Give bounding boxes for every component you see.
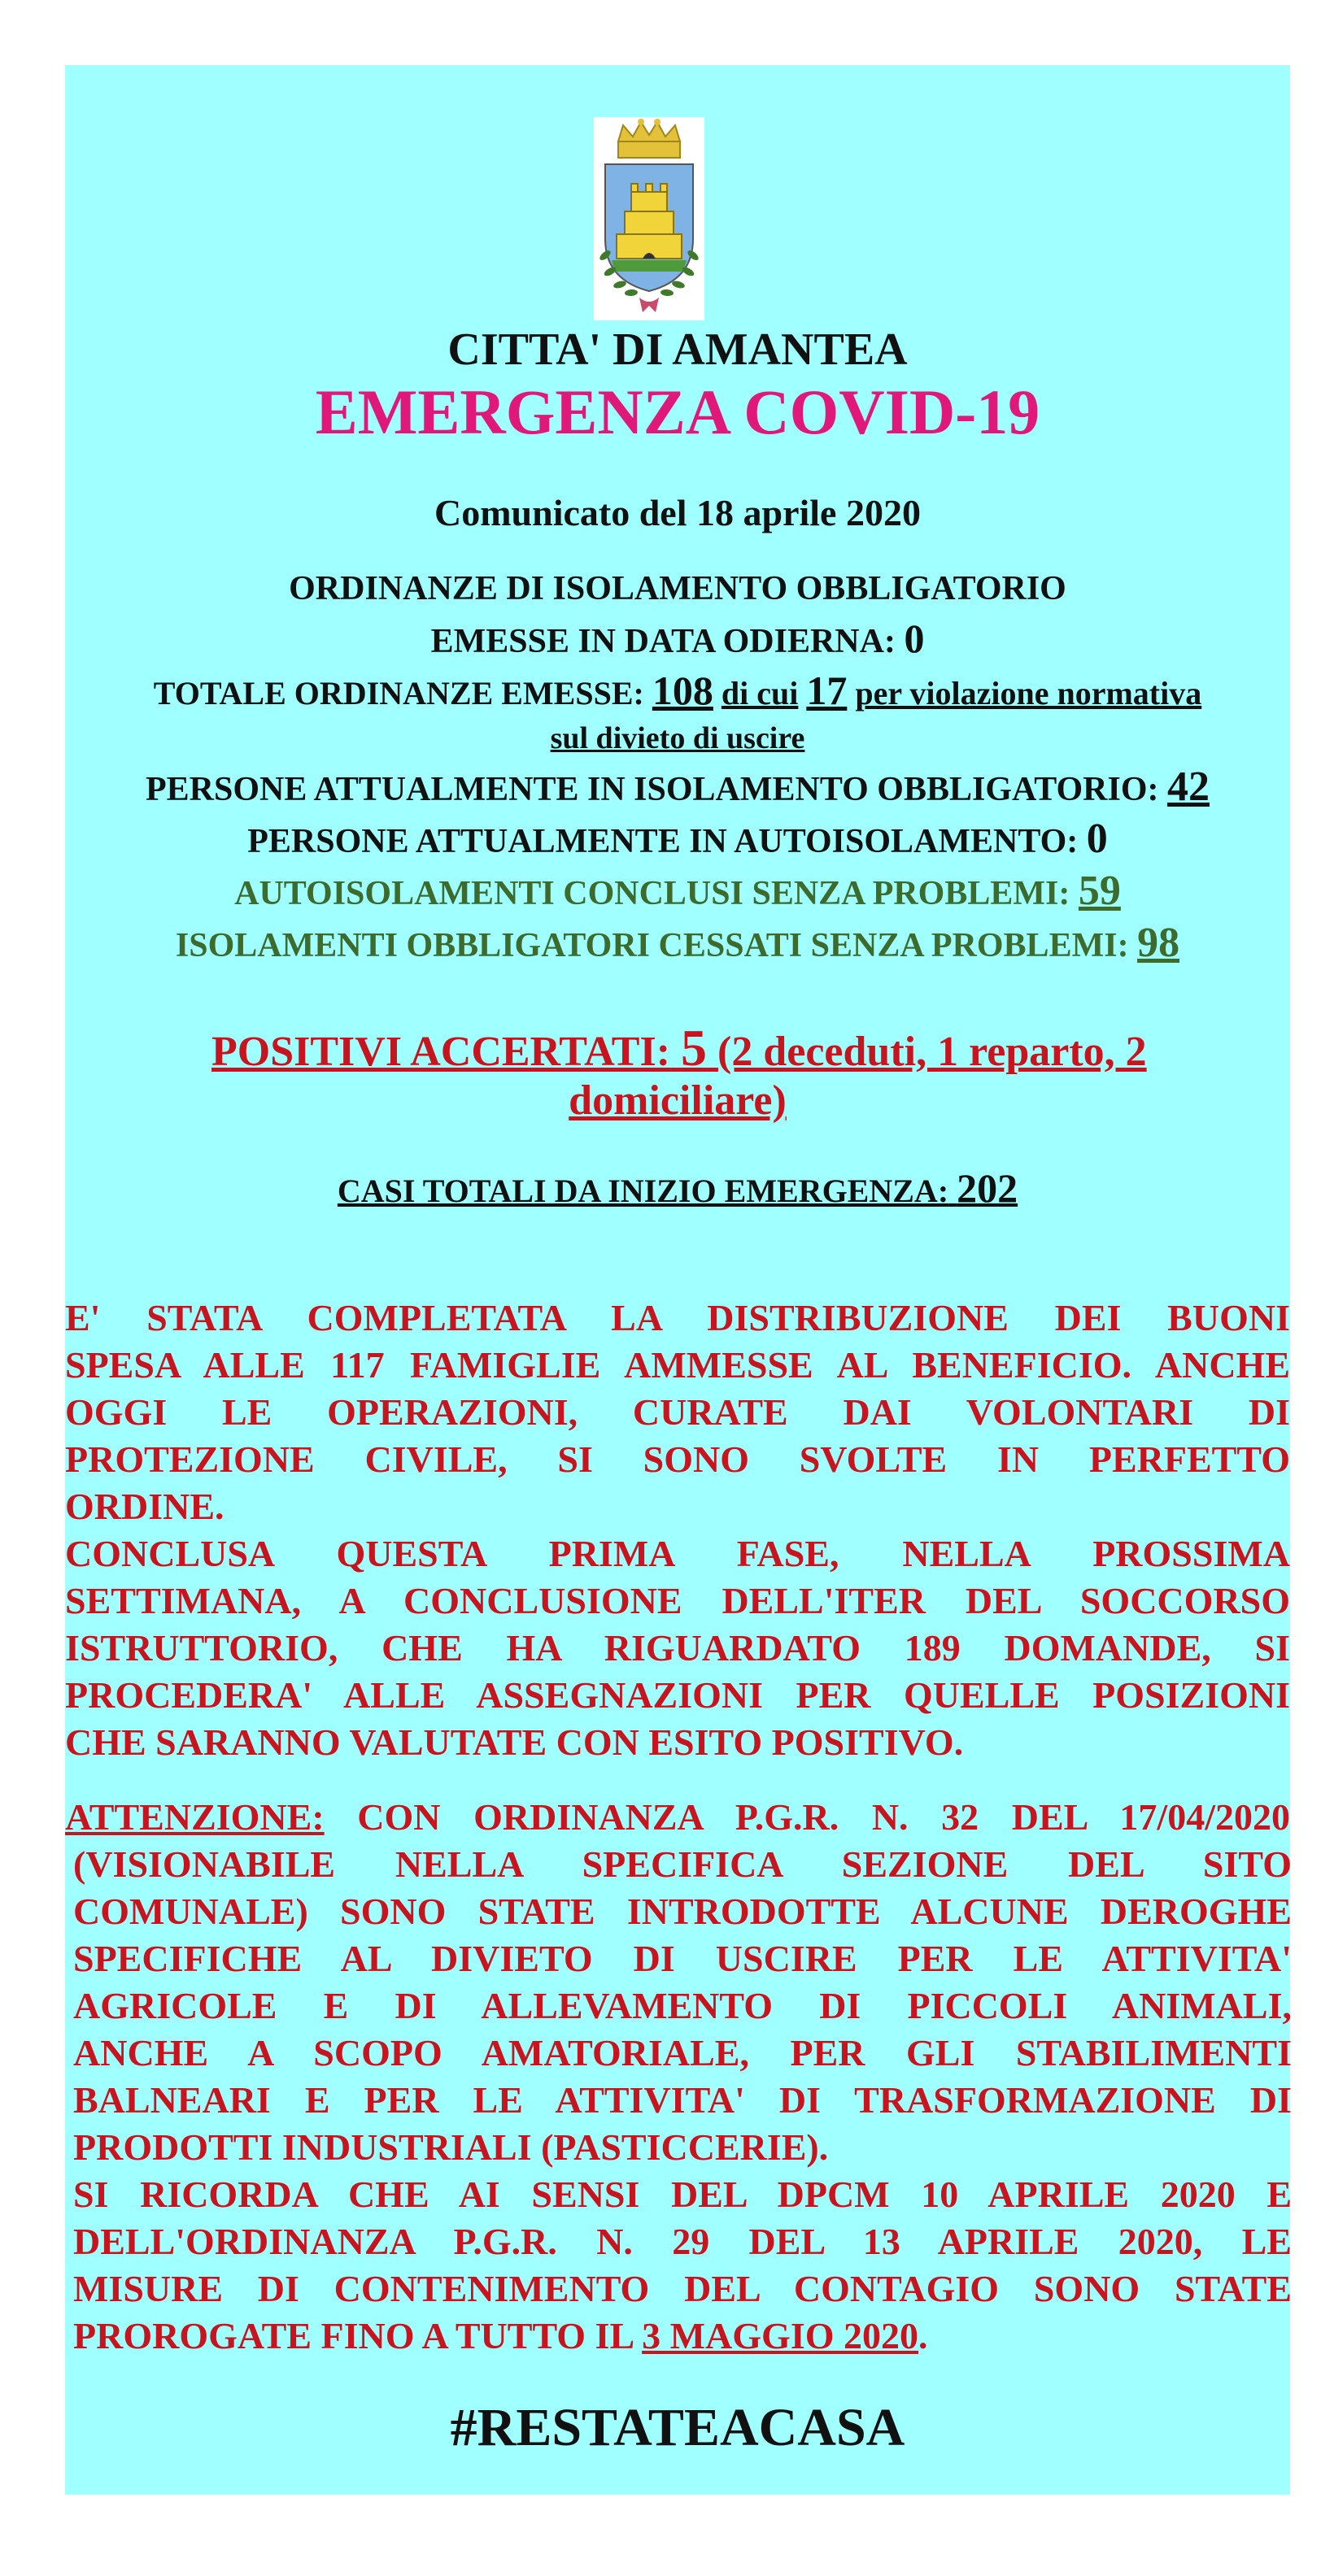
isolamento-line bbox=[65, 763, 1290, 811]
notice2-first-line-rest: CON ORDINANZA P.G.R. N. 32 DEL 17/04/2020 bbox=[357, 1796, 1290, 1838]
notice1-line: E' STATA COMPLETATA LA DISTRIBUZIONE DEI BUONI bbox=[65, 1297, 1290, 1338]
city-crest-icon bbox=[594, 117, 704, 320]
cessati-label: ISOLAMENTI OBBLIGATORI CESSATI SENZA PROBLEMI: bbox=[175, 927, 1129, 964]
notice1-line: CHE SARANNO VALUTATE CON ESITO POSITIVO. bbox=[65, 1721, 964, 1763]
notice2-line: MISURE DI CONTENIMENTO DEL CONTAGIO SONO STATE bbox=[73, 2268, 1292, 2309]
positivi-label: POSITIVI ACCERTATI: bbox=[211, 1029, 671, 1075]
ordinanze-today-line bbox=[65, 615, 1290, 662]
page-title: EMERGENZA COVID-19 bbox=[315, 376, 1040, 447]
conclusi-label: AUTOISOLAMENTI CONCLUSI SENZA PROBLEMI: bbox=[234, 875, 1070, 912]
cessati-line bbox=[65, 919, 1290, 967]
notice2-line: SPECIFICHE AL DIVIETO DI USCIRE PER LE ATTIVITA' bbox=[73, 1938, 1292, 1979]
notice2-line: DELL'ORDINANZA P.G.R. N. 29 DEL 13 APRILE 2020, LE bbox=[73, 2221, 1292, 2262]
notice2-line: (VISIONABILE NELLA SPECIFICA SEZIONE DEL SITO bbox=[73, 1843, 1292, 1885]
isolamento-label: PERSONE ATTUALMENTE IN ISOLAMENTO OBBLIGATORIO: bbox=[146, 771, 1159, 808]
city-name: CITTA' DI AMANTEA bbox=[447, 324, 908, 375]
positivi-value: 5 bbox=[681, 1019, 708, 1077]
notice2-line: PRODOTTI INDUSTRIALI (PASTICCERIE). bbox=[73, 2126, 829, 2168]
notice2-line: AGRICOLE E DI ALLEVAMENTO DI PICCOLI ANIMALI, bbox=[73, 1985, 1292, 2026]
notice1-line: ORDINE. bbox=[65, 1486, 225, 1527]
violazioni-text: per violazione normativa bbox=[855, 675, 1202, 711]
autoisolamento-value: 0 bbox=[1086, 816, 1108, 862]
conclusi-value: 59 bbox=[1078, 868, 1121, 914]
attention-label: ATTENZIONE: bbox=[65, 1796, 325, 1838]
notice1-line: OGGI LE OPERAZIONI, CURATE DAI VOLONTARI DI bbox=[65, 1391, 1290, 1433]
notice1-line: PROCEDERA' ALLE ASSEGNAZIONI PER QUELLE POSIZIONI bbox=[65, 1674, 1290, 1716]
notice2-last-line-start: PROROGATE FINO A TUTTO IL bbox=[73, 2315, 633, 2356]
totale-label: TOTALE ORDINANZE EMESSE: bbox=[153, 675, 644, 711]
notice1-line: CONCLUSA QUESTA PRIMA FASE, NELLA PROSSIMA bbox=[65, 1533, 1290, 1574]
ordinanze-label: ORDINANZE DI ISOLAMENTO OBBLIGATORIO bbox=[289, 570, 1066, 607]
notice-buoni-spesa bbox=[65, 1295, 1290, 1766]
casi-label: CASI TOTALI DA INIZIO EMERGENZA: bbox=[337, 1173, 949, 1209]
notice-ordinanza-body bbox=[73, 1841, 1292, 2360]
notice1-line: ISTRUTTORIO, CHE HA RIGUARDATO 189 DOMANDE, SI bbox=[65, 1627, 1290, 1669]
notice2-last-line-end: . bbox=[918, 2315, 928, 2356]
notice2-line: COMUNALE) SONO STATE INTRODOTTE ALCUNE DEROGHE bbox=[73, 1891, 1292, 1932]
cessati-value: 98 bbox=[1137, 920, 1180, 966]
positivi-line bbox=[211, 1018, 1147, 1078]
hashtag: #RESTATEACASA bbox=[450, 2398, 905, 2457]
positivi-detail-2: domiciliare) bbox=[569, 1077, 787, 1124]
notice2-line: BALNEARI E PER LE ATTIVITA' DI TRASFORMAZIONE DI bbox=[73, 2079, 1292, 2121]
notice2-deadline-date: 3 MAGGIO 2020 bbox=[642, 2315, 919, 2356]
notice2-line: SI RICORDA CHE AI SENSI DEL DPCM 10 APRILE 2020 E bbox=[73, 2174, 1292, 2215]
totale-value: 108 bbox=[652, 668, 713, 713]
notice1-line: PROTEZIONE CIVILE, SI SONO SVOLTE IN PERFETTO bbox=[65, 1438, 1290, 1480]
notice-ordinanza-attention bbox=[65, 1794, 1290, 1841]
totale-line bbox=[65, 667, 1290, 714]
di-cui-text: di cui bbox=[721, 675, 799, 711]
notice2-line: ANCHE A SCOPO AMATORIALE, PER GLI STABILIMENTI bbox=[73, 2032, 1292, 2073]
casi-line bbox=[65, 1164, 1290, 1212]
violazioni-value: 17 bbox=[806, 668, 848, 713]
casi-value: 202 bbox=[957, 1165, 1018, 1211]
autoisolamento-line bbox=[65, 815, 1290, 863]
notice2-last-line bbox=[73, 2313, 1292, 2360]
notice2-first-line bbox=[65, 1794, 1290, 1841]
ordinanze-today-value: 0 bbox=[904, 616, 925, 661]
autoisolamento-label: PERSONE ATTUALMENTE IN AUTOISOLAMENTO: bbox=[247, 823, 1079, 860]
notice-panel bbox=[65, 65, 1290, 2495]
notice1-line: SETTIMANA, A CONCLUSIONE DELL'ITER DEL SOCCORSO bbox=[65, 1580, 1290, 1621]
isolamento-value: 42 bbox=[1166, 764, 1210, 810]
positivi-detail: (2 deceduti, 1 reparto, 2 bbox=[717, 1029, 1147, 1075]
date-line: Comunicato del 18 aprile 2020 bbox=[434, 492, 921, 533]
ordinanze-today-label: EMESSE IN DATA ODIERNA: bbox=[430, 623, 896, 660]
conclusi-line bbox=[65, 867, 1290, 915]
violazioni-text-2: sul divieto di uscire bbox=[550, 721, 805, 755]
notice1-line: SPESA ALLE 117 FAMIGLIE AMMESSE AL BENEFICIO. ANCHE bbox=[65, 1344, 1290, 1386]
